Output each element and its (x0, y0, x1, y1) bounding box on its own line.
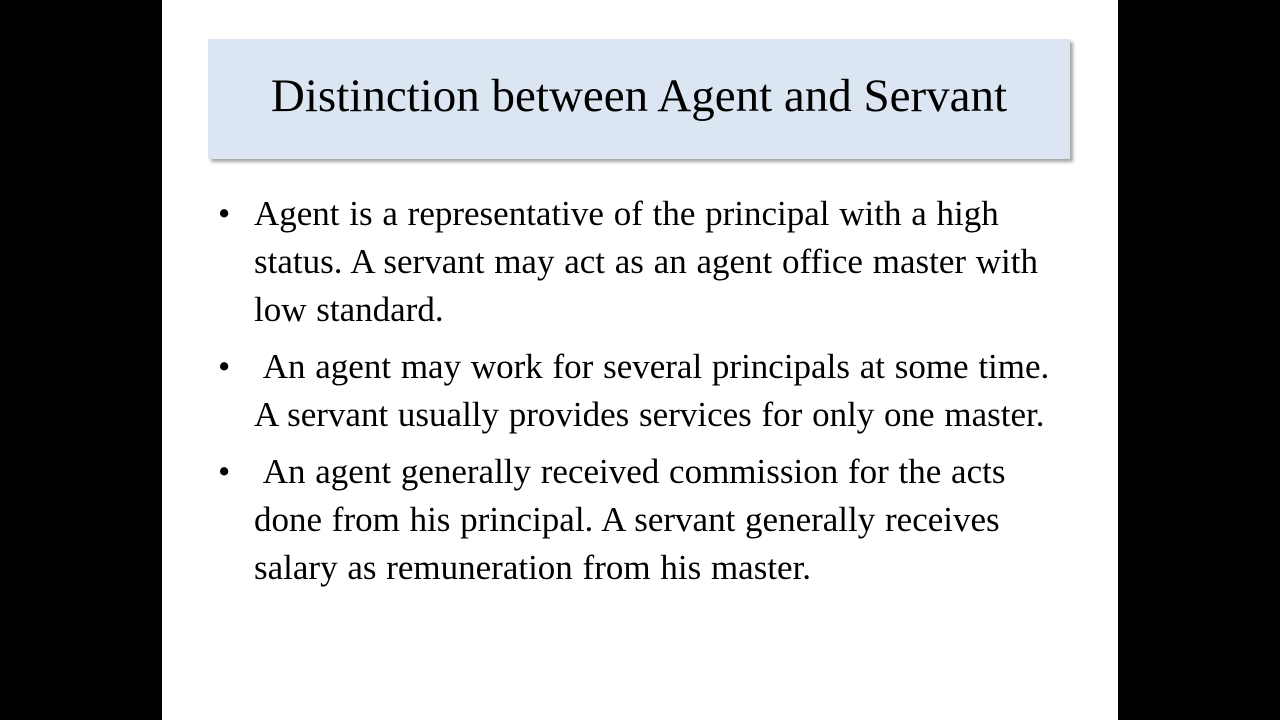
bullet-item (218, 343, 1068, 439)
bullet-text: Agent is a representative of the principal with a high status. A servant may act as an agent office master with low standard. (254, 194, 1038, 329)
bullet-item (218, 190, 1068, 334)
bullet-list (218, 190, 1068, 601)
bullet-text: An agent generally received commission for the acts done from his principal. A servant generally receives salary as remuneration from his master. (254, 452, 1016, 587)
title-box (208, 39, 1070, 159)
bullet-item (218, 448, 1068, 592)
bullet-icon: • (218, 194, 231, 233)
slide-title: Distinction between Agent and Servant (270, 70, 1008, 122)
bullet-text: An agent may work for several principals at some time. A servant usually provides services for only one master. (254, 347, 1058, 434)
slide (162, 0, 1118, 720)
bullet-icon: • (218, 452, 231, 491)
bullet-icon: • (218, 347, 231, 386)
